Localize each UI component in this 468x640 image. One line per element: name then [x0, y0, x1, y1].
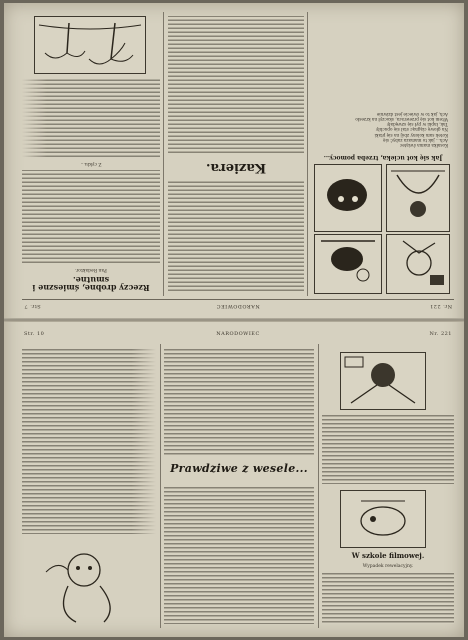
cartoon-column [22, 344, 156, 628]
drobne-subheading: Z cyklu... [80, 161, 102, 166]
text-block [164, 348, 314, 456]
illustration-middle [340, 490, 426, 548]
comic-title: Jak się kot ucieka, trzeba pomocy... [323, 154, 443, 161]
bottom-page-masthead: NARODOWIEC [216, 331, 260, 337]
page-fold [4, 318, 464, 322]
comic-column [312, 12, 454, 296]
comic-panel-4 [314, 164, 382, 232]
film-school-heading: W szkole filmowej. [351, 551, 425, 560]
column-rule [160, 344, 161, 628]
text-block [168, 180, 304, 292]
film-school-subheading: Wypadek rewelacyjny. [362, 564, 414, 569]
bottom-page-number-right: Nr. 221 [429, 331, 452, 337]
drobne-byline: Pan Redaktor. [75, 267, 107, 272]
drobne-title: Rzeczy drobne, śmieszne i smutne. [32, 274, 150, 293]
kaszka-title: Kaziera. [205, 160, 267, 175]
top-page-header [22, 299, 454, 312]
text-block [168, 16, 304, 154]
column-rule [307, 12, 308, 296]
comic-panel-2 [314, 234, 382, 294]
bottom-page [22, 328, 454, 632]
top-page [22, 8, 454, 312]
text-block [22, 348, 156, 534]
palm-illustration [34, 16, 146, 74]
text-block [322, 414, 454, 484]
column-rule [163, 12, 164, 296]
bottom-page-header [22, 328, 454, 340]
comic-verse: Kosałka mama świątec Ach... jak to mamaza zabyć się Kotek sam kolony zbój na się ptaki Na głowę ciągnąc stał się opuchły Tak, łapki w pył się szwędały Wtem kot się przewraca, skoczył na krzesło Ach, jak to w świecie jest dziwnie [355, 111, 448, 148]
wesele-column [164, 344, 314, 628]
bottom-page-number-left: Str. 10 [24, 331, 45, 337]
comic-panel-1 [386, 234, 450, 294]
kaszka-column [168, 12, 304, 296]
text-block [22, 170, 160, 264]
cartoon-sketch [26, 542, 152, 626]
text-block [322, 572, 454, 624]
text-block [22, 78, 160, 158]
column-rule [318, 344, 319, 628]
top-page-number-right: Str. 7 [24, 303, 41, 309]
top-page-masthead: NARODOWIEC [216, 303, 260, 309]
top-page-number-left: Nr. 221 [429, 303, 452, 309]
illustration-top [340, 352, 426, 410]
drobne-column [22, 12, 160, 296]
film-school-column [322, 344, 454, 628]
comic-panel-3 [386, 164, 450, 232]
text-block [164, 486, 314, 624]
wesele-title: Prawdziwe z wesele... [170, 462, 308, 475]
